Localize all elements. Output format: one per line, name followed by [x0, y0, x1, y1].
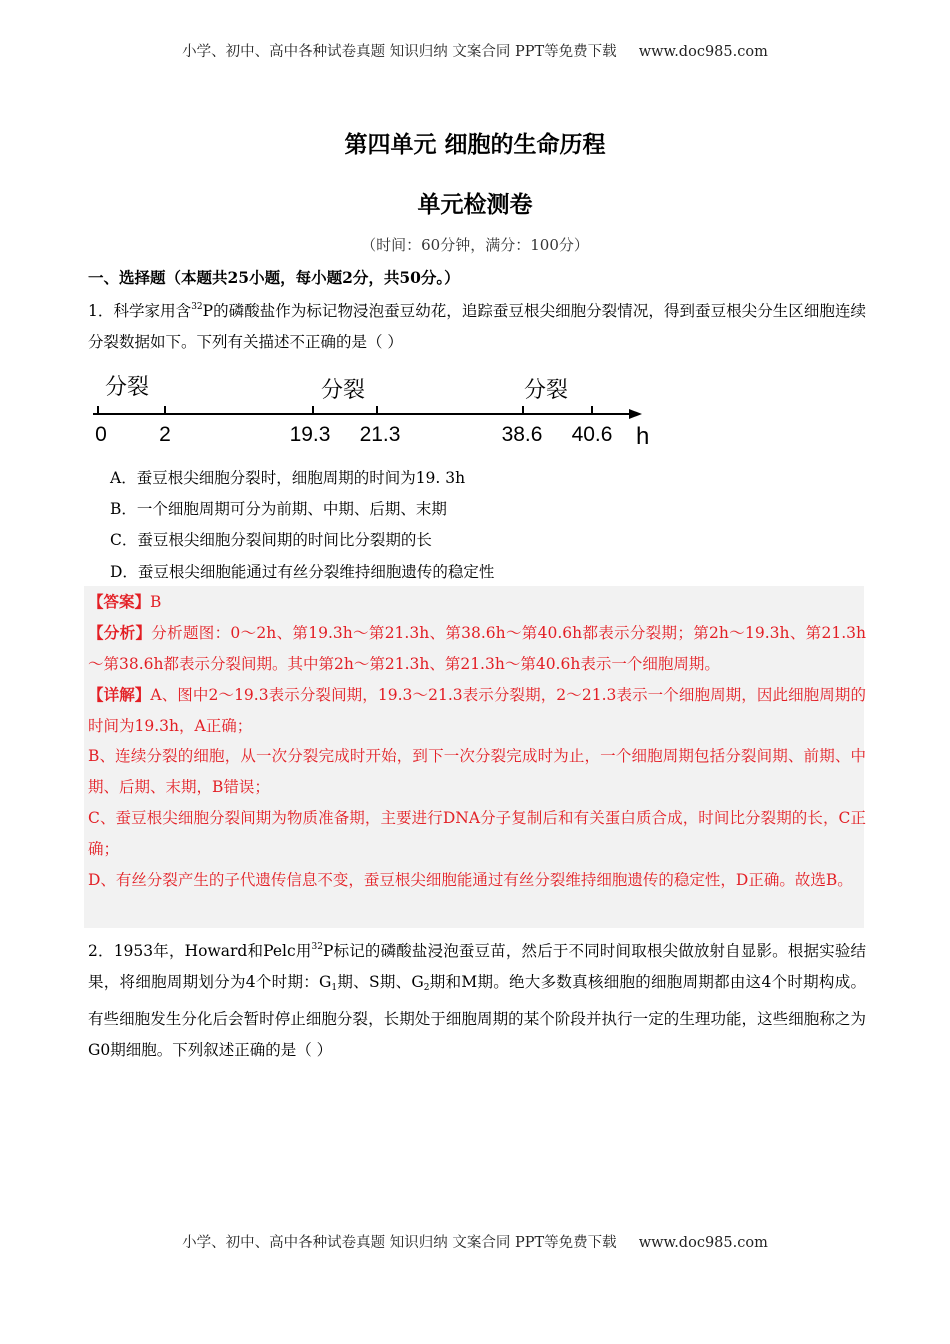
q1-sup: 32: [191, 302, 203, 312]
q2-text-a: 2．1953年，Howard和Pelc用: [88, 942, 312, 960]
detail-tag: 【详解】: [88, 685, 151, 704]
option-b[interactable]: B．一个细胞周期可分为前期、中期、后期、末期: [110, 500, 447, 518]
tick-label: 19.3: [289, 423, 331, 446]
q2-sub-1: 1: [331, 983, 338, 993]
tick-label: 38.6: [501, 423, 543, 446]
timeline-arrow: [629, 409, 642, 419]
page-header: [0, 40, 950, 61]
footer-text: 小学、初中、高中各种试卷真题 知识归纳 文案合同 PPT等免费下载: [182, 1235, 617, 1251]
option-d[interactable]: D．蚕豆根尖细胞能通过有丝分裂维持细胞遗传的稳定性: [110, 563, 495, 581]
analysis-text: 分析题图：0～2h、第19.3h～第21.3h、第38.6h～第40.6h都表示分裂期；第2h～19.3h、第21.3h～第38.6h都表示分裂间期。其中第2h～第21.3h、第21.3h～第40.6h表示一个细胞周期。: [88, 624, 866, 673]
page-footer: [0, 1231, 950, 1252]
detail-d-text: D、有丝分裂产生的子代遗传信息不变，蚕豆根尖细胞能通过有丝分裂维持细胞遗传的稳定性，D正确。: [88, 871, 795, 889]
q2-sub-2: 2: [423, 983, 430, 993]
tick-label: 21.3: [359, 423, 401, 446]
q1-text-a: 1．科学家用含: [88, 302, 192, 320]
question-1-stem: [88, 292, 866, 358]
detail-a: A、图中2～19.3表示分裂间期，19.3～21.3表示分裂期，2～21.3表示一个细胞周期，因此细胞周期的时间为19.3h，A正确；: [88, 686, 866, 735]
division-label-1: 分裂: [105, 374, 150, 399]
answer-line: [88, 586, 866, 618]
header-site[interactable]: www.doc985.com: [638, 44, 768, 60]
division-label-3: 分裂: [524, 377, 569, 402]
detail-c: C、蚕豆根尖细胞分裂间期为物质准备期，主要进行DNA分子复制后和有关蛋白质合成，时间比分裂期的长，C正确；: [88, 809, 866, 858]
page-subtitle: 单元检测卷: [417, 191, 533, 218]
analysis-tag: 【分析】: [88, 623, 152, 642]
tick-label: 40.6: [571, 423, 613, 446]
axis-unit: h: [636, 423, 650, 450]
option-a[interactable]: A．蚕豆根尖细胞分裂时，细胞周期的时间为19. 3h: [110, 469, 466, 487]
division-label-2: 分裂: [321, 377, 366, 402]
detail-paragraph: [88, 679, 866, 742]
header-text: 小学、初中、高中各种试卷真题 知识归纳 文案合同 PPT等免费下载: [182, 44, 617, 60]
answer-value: B: [150, 593, 162, 611]
footer-site[interactable]: www.doc985.com: [638, 1235, 768, 1251]
conclusion: 故选B。: [794, 871, 853, 889]
detail-b: B、连续分裂的细胞，从一次分裂完成时开始，到下一次分裂完成时为止，一个细胞周期包括分裂间期、前期、中期、后期、末期，B错误；: [88, 747, 866, 796]
cell-cycle-timeline: [85, 362, 665, 454]
tick-label: 2: [159, 423, 171, 446]
exam-info: （时间：60分钟，满分：100分）: [361, 236, 589, 254]
option-c[interactable]: C．蚕豆根尖细胞分裂间期的时间比分裂期的长: [110, 531, 432, 549]
q2-text-b: P标记的磷酸盐浸泡蚕豆苗，然后于不同时间取根尖做放射自显影。根据实验结果，将细胞周期划分为4个时期：G: [88, 942, 867, 991]
q2-sup: 32: [311, 942, 323, 952]
q1-text-b: P的磷酸盐作为标记物浸泡蚕豆幼花，追踪蚕豆根尖细胞分裂情况，得到蚕豆根尖分生区细胞连续分裂数据如下。下列有关描述不正确的是（ ）: [88, 302, 866, 351]
answer-tag: 【答案】: [88, 592, 151, 611]
detail-d: [88, 865, 866, 896]
page-title: 第四单元 细胞的生命历程: [344, 131, 606, 158]
section-heading: 一、选择题（本题共25小题，每小题2分，共50分。）: [88, 268, 460, 287]
tick-label: 0: [95, 423, 107, 446]
analysis-paragraph: [88, 617, 866, 680]
question-2-stem: [88, 932, 866, 1066]
q2-text-c: 期、S期、G: [337, 973, 424, 991]
q2-text-d: 期和M期。绝大多数真核细胞的细胞周期都由这4个时期构成。有些细胞发生分化后会暂时停止细胞分裂，长期处于细胞周期的某个阶段并执行一定的生理功能，这些细胞称之为G0期细胞。下列叙述正确的是（ ）: [88, 973, 866, 1059]
